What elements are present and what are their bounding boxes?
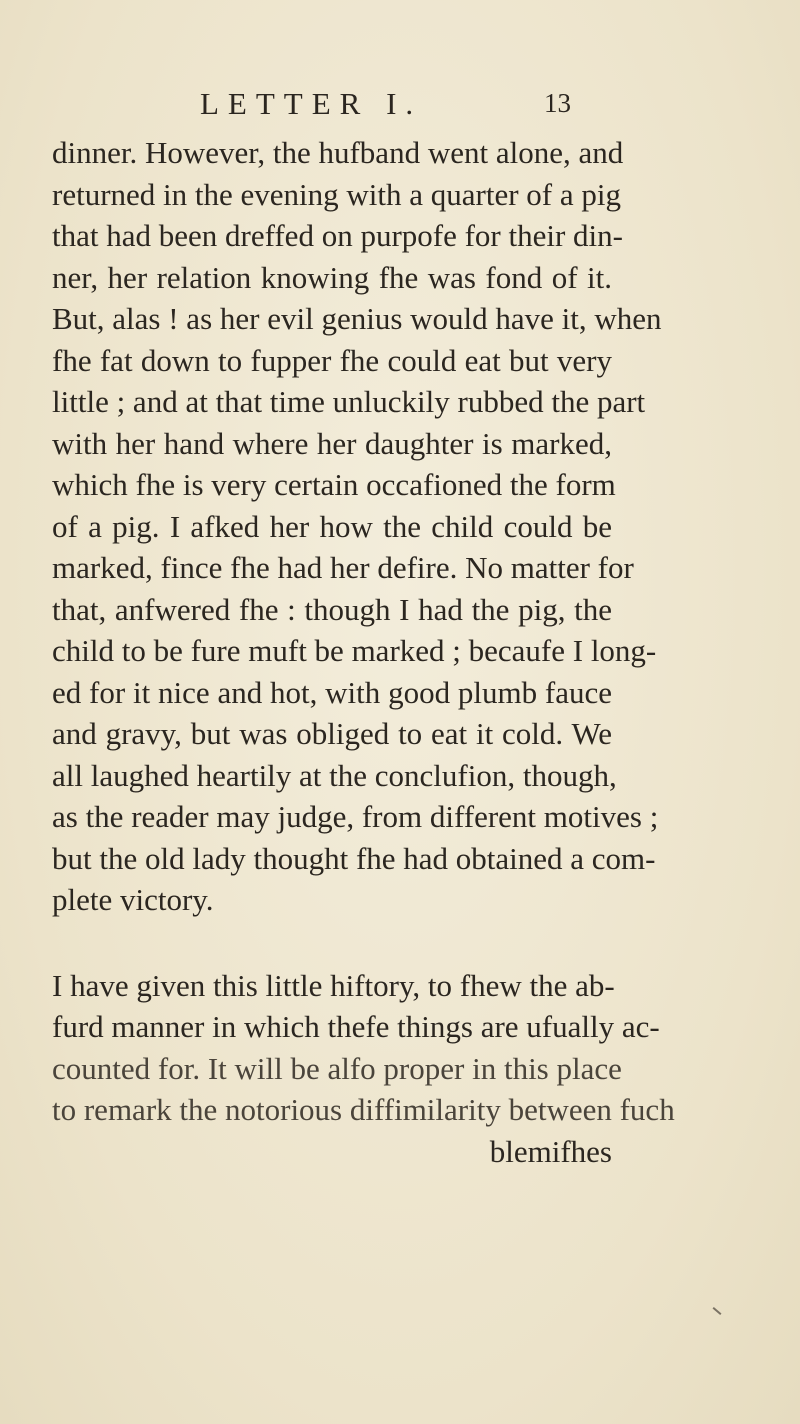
- text-line: that, anfwered fhe : though I had the pig, the: [52, 591, 612, 627]
- text-line: plete victory.: [52, 882, 214, 917]
- text-line: dinner. However, the hufband went alone, and: [52, 135, 624, 170]
- text-line: furd manner in which thefe things are ufually ac-: [52, 1009, 660, 1044]
- body-text: [52, 132, 675, 1172]
- running-title: LETTER I.: [200, 86, 423, 121]
- text-line: marked, fince fhe had her defire. No matter for: [52, 550, 634, 585]
- running-head: [0, 86, 800, 126]
- text-line: all laughed heartily at the conclufion, though,: [52, 757, 617, 793]
- text-line: of a pig. I afked her how the child could be: [52, 508, 612, 544]
- text-line: that had been dreffed on purpofe for their din-: [52, 218, 623, 253]
- text-line: to remark the notorious diffimilarity between fuch: [52, 1092, 675, 1127]
- text-line: counted for. It will be alfo proper in this place: [52, 1050, 622, 1086]
- text-line: fhe fat down to fupper fhe could eat but very: [52, 342, 612, 378]
- catchword: blemifhes: [489, 1133, 612, 1169]
- text-line: little ; and at that time unluckily rubbed the part: [52, 384, 646, 419]
- text-line: with her hand where her daughter is marked,: [52, 425, 612, 461]
- text-line: child to be fure muft be marked ; becaufe I long-: [52, 633, 657, 668]
- text-line: which fhe is very certain occafioned the form: [52, 467, 616, 502]
- text-line: but the old lady thought fhe had obtained a com-: [52, 840, 656, 876]
- text-line: I have given this little hiftory, to fhew the ab-: [52, 967, 615, 1003]
- text-line: ner, her relation knowing fhe was fond of it.: [52, 259, 612, 295]
- text-line: and gravy, but was obliged to eat it cold. We: [52, 716, 612, 751]
- text-line: as the reader may judge, from different motives ;: [52, 799, 659, 834]
- text-line: ed for it nice and hot, with good plumb fauce: [52, 674, 612, 710]
- text-line: returned in the evening with a quarter of a pig: [52, 176, 621, 212]
- text-line: But, alas ! as her evil genius would have it, when: [52, 301, 662, 336]
- page-number: 13: [544, 88, 571, 118]
- paper-mark: [713, 1307, 722, 1315]
